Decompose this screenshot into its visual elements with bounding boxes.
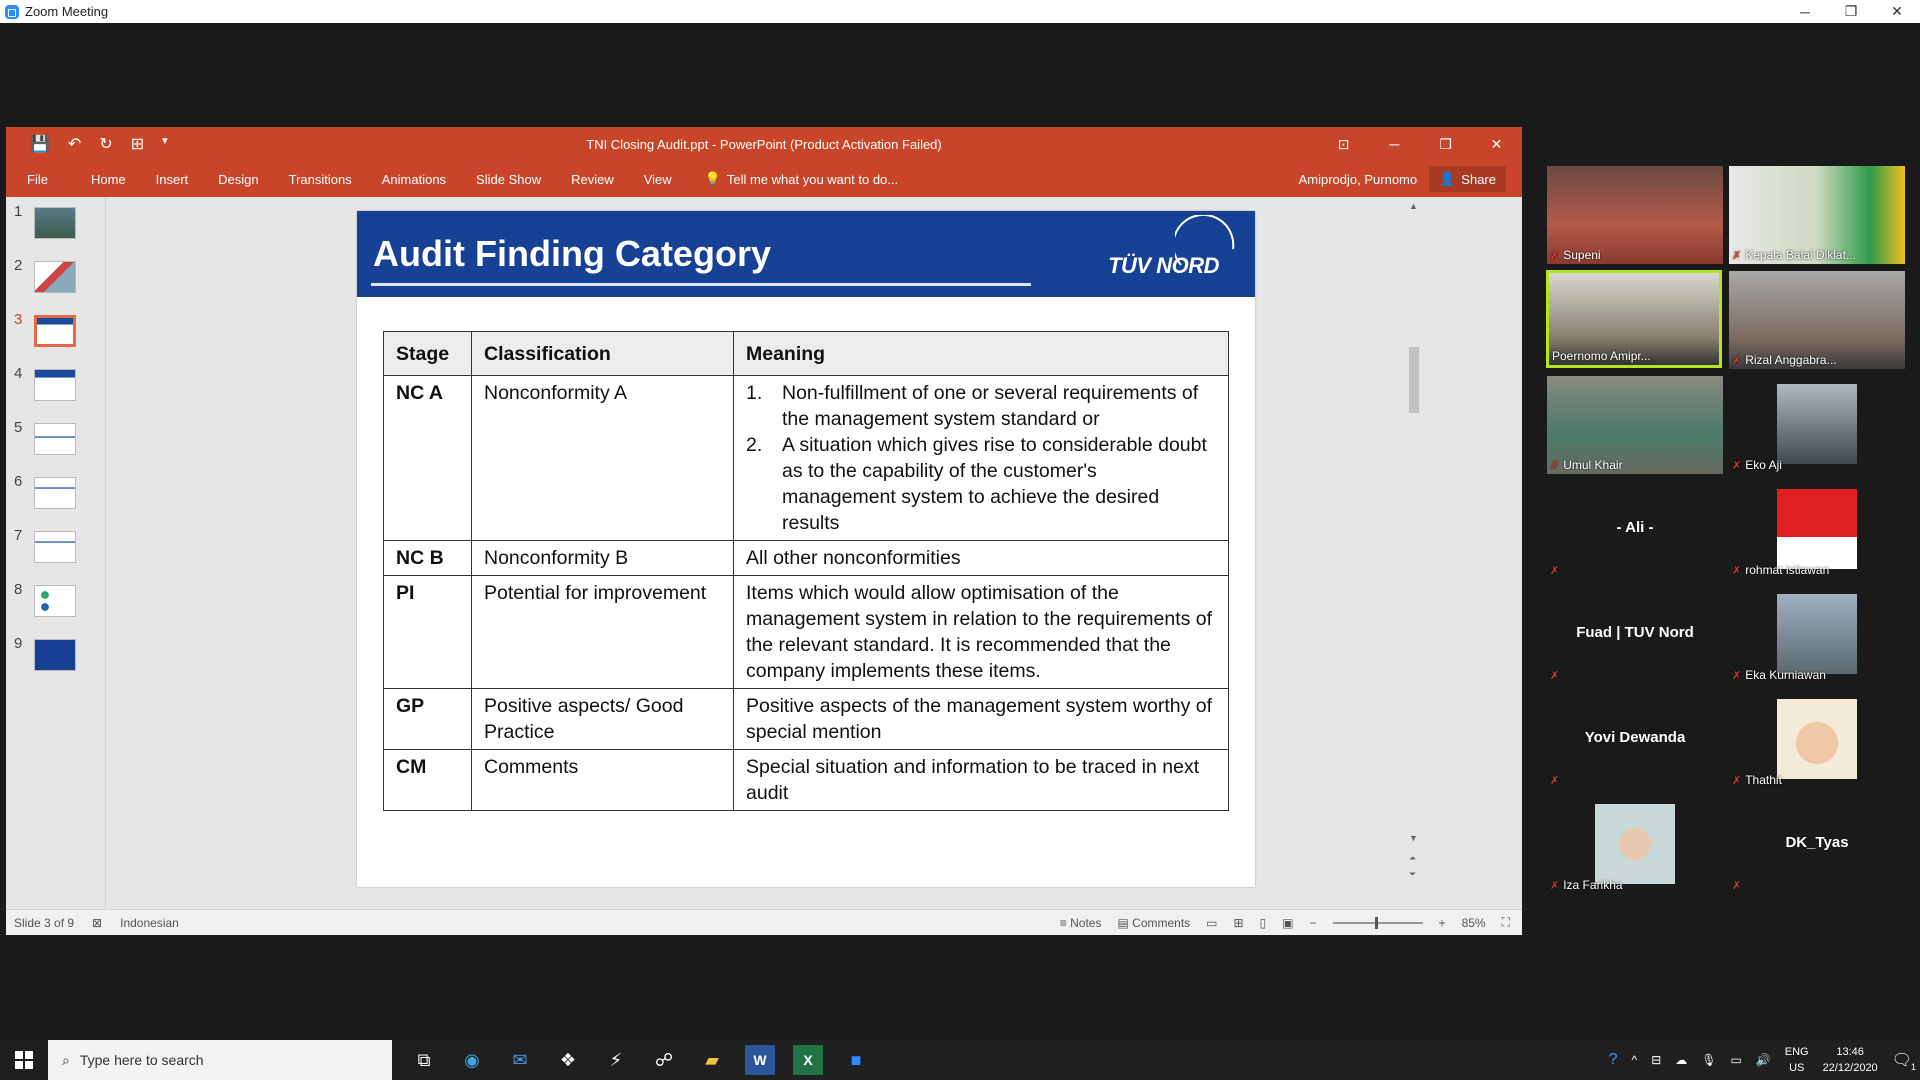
windows-taskbar	[0, 1040, 1920, 1080]
thumb-number: 4	[14, 365, 23, 382]
mail-icon[interactable]: ✉	[512, 1049, 528, 1070]
muted-mic-icon: ✗	[1732, 459, 1742, 472]
participant-tile[interactable]	[1547, 796, 1723, 894]
windows-logo-icon	[15, 1051, 33, 1069]
participant-mic-status	[1550, 669, 1559, 682]
tab-home[interactable]: Home	[90, 171, 126, 187]
table-row	[384, 750, 1229, 811]
list-text: Non-fulfillment of one or several requirements of the management system standard or	[782, 382, 1199, 430]
profile-picture	[1777, 594, 1857, 674]
thumb-preview	[34, 261, 76, 293]
thumb-number: 8	[14, 581, 23, 598]
classification-cell: Potential for improvement	[472, 576, 734, 689]
participant-mic-status	[1550, 564, 1559, 577]
region-code: US	[1789, 1062, 1805, 1074]
zoom-slider[interactable]	[1333, 922, 1423, 924]
table-row	[384, 376, 1229, 541]
clock-time: 13:46	[1836, 1046, 1864, 1058]
network-icon[interactable]: ▭	[1730, 1053, 1742, 1067]
participant-tile[interactable]	[1729, 376, 1905, 474]
thumb-preview	[34, 477, 76, 509]
participant-display-name: - Ali -	[1616, 519, 1654, 536]
participant-display-name: Yovi Dewanda	[1584, 729, 1686, 746]
meaning-list-item	[746, 380, 1216, 432]
participant-name: ✗ Kepala Balai Diklat...	[1732, 248, 1856, 262]
customize-toolbar-icon[interactable]: ▾	[162, 135, 168, 147]
classification-cell: Nonconformity B	[472, 541, 734, 576]
zoom-window-title: Zoom Meeting	[25, 4, 109, 19]
ppt-restore-button[interactable]: ❐	[1439, 135, 1452, 152]
dropbox-icon[interactable]: ❖	[559, 1049, 577, 1070]
save-icon[interactable]: 💾	[30, 136, 50, 153]
thumb-number: 5	[14, 419, 23, 436]
lightbulb-icon: 💡	[704, 171, 721, 186]
ppt-minimize-button[interactable]: ─	[1389, 136, 1400, 152]
column-header: Meaning	[734, 332, 1229, 376]
list-text: A situation which gives rise to considerable doubt as to the capability of the customer's management system to achieve the desired results	[782, 434, 1207, 534]
muted-mic-icon: ✗	[1732, 880, 1742, 892]
meaning-cell: Items which would allow optimisation of the management system in relation to the requirements of the relevant standard. It is recommended that the company implements these items.	[734, 576, 1229, 689]
microphone-icon[interactable]: 🎙	[1701, 1053, 1717, 1067]
share-button[interactable]	[1429, 166, 1506, 192]
tab-file[interactable]: File	[27, 171, 48, 187]
ribbon-tabs	[6, 161, 1522, 197]
notification-center[interactable]: 🗨 1	[1891, 1052, 1916, 1072]
participant-name: ✗ rohmat istiawan	[1732, 563, 1830, 577]
slide-thumbnail-selected[interactable]	[14, 309, 94, 351]
taskbar-search-box[interactable]	[48, 1040, 392, 1080]
lang-code: ENG	[1784, 1046, 1809, 1058]
thumb-preview	[34, 423, 76, 455]
comments-button[interactable]: ▤ Comments	[1117, 915, 1191, 930]
participant-name: ✗ Iza Farikha	[1550, 878, 1623, 892]
participant-mic-status	[1732, 879, 1741, 892]
muted-mic-icon: ✗	[1550, 775, 1560, 787]
slide-thumbnail[interactable]	[14, 633, 94, 675]
comments-label: Comments	[1132, 915, 1191, 930]
column-header: Classification	[472, 332, 734, 376]
column-header: Stage	[384, 332, 472, 376]
participant-tile[interactable]	[1547, 691, 1723, 789]
meaning-list-item	[746, 432, 1216, 536]
clock-date: 22/12/2020	[1822, 1062, 1878, 1074]
file-explorer-icon[interactable]: ▰	[705, 1049, 719, 1070]
meaning-cell	[734, 376, 1229, 541]
thumb-number: 2	[14, 257, 23, 274]
list-number: 1.	[746, 382, 763, 404]
search-icon: ⌕	[62, 1051, 70, 1068]
spelling-check-icon[interactable]: ⊠	[92, 915, 103, 930]
start-button[interactable]	[0, 1040, 48, 1080]
slide-thumbnail[interactable]	[14, 525, 94, 567]
thumb-number: 9	[14, 635, 23, 652]
slide-thumbnail[interactable]	[14, 471, 94, 513]
device-icon[interactable]: ⊟	[1651, 1053, 1662, 1067]
zoom-out-icon[interactable]: −	[1309, 915, 1317, 930]
muted-mic-icon: ✗	[1732, 354, 1742, 367]
search-placeholder: Type here to search	[79, 1052, 204, 1068]
share-label: Share	[1461, 171, 1496, 187]
scroll-down-icon[interactable]: ▼	[1409, 833, 1418, 843]
muted-mic-icon: ✗	[1732, 774, 1742, 787]
quick-access-toolbar	[6, 134, 168, 154]
tab-animations[interactable]: Animations	[381, 171, 447, 187]
powerpoint-window	[6, 127, 1522, 935]
next-slide-icon[interactable]: ⏷	[1409, 869, 1417, 879]
meaning-cell: Special situation and information to be traced in next audit	[734, 750, 1229, 811]
reading-view-icon[interactable]: ▯	[1259, 915, 1267, 930]
classification-cell: Positive aspects/ Good Practice	[472, 689, 734, 750]
slide-sorter-icon[interactable]: ⊞	[1233, 915, 1244, 930]
excel-icon[interactable]: X	[793, 1045, 823, 1075]
pinned-apps	[400, 1040, 880, 1080]
tell-me-text: Tell me what you want to do...	[726, 171, 899, 187]
slide-thumbnail[interactable]	[14, 255, 94, 297]
slide-thumbnail[interactable]	[14, 417, 94, 459]
muted-mic-icon: ✗	[1550, 249, 1560, 262]
tab-transitions[interactable]: Transitions	[288, 171, 352, 187]
participant-name: ✗ Umul Khair	[1550, 458, 1623, 472]
tab-view[interactable]: View	[643, 171, 672, 187]
slide-header	[357, 211, 1255, 297]
profile-picture	[1777, 489, 1857, 569]
slide-counter: Slide 3 of 9	[14, 915, 75, 930]
ppt-workspace	[6, 197, 1522, 909]
stage-cell: CM	[384, 750, 472, 811]
task-view-icon[interactable]: ⧉	[417, 1049, 431, 1070]
document-title: TNI Closing Audit.ppt - PowerPoint (Product Activation Failed)	[586, 136, 942, 152]
participant-tile[interactable]	[1547, 376, 1723, 474]
classification-cell: Comments	[472, 750, 734, 811]
muted-mic-icon: ✗	[1732, 669, 1742, 682]
zoom-titlebar	[0, 0, 1920, 23]
muted-mic-icon: ✗	[1550, 565, 1560, 577]
ppt-status-bar	[6, 909, 1522, 935]
tuv-nord-logo: TÜV NORD	[1108, 253, 1219, 278]
clock[interactable]	[1823, 1044, 1878, 1076]
profile-picture	[1595, 804, 1675, 884]
table-row	[384, 576, 1229, 689]
language-indicator[interactable]: Indonesian	[120, 915, 179, 930]
zoom-restore-button[interactable]: ❐	[1844, 3, 1858, 19]
stage-cell: PI	[384, 576, 472, 689]
ribbon-display-options-icon[interactable]: ⊡	[1337, 135, 1350, 152]
word-icon[interactable]: W	[745, 1045, 775, 1075]
notification-count: 1	[1910, 1062, 1916, 1072]
input-language[interactable]	[1785, 1044, 1809, 1076]
stage-cell: GP	[384, 689, 472, 750]
zoom-close-button[interactable]: ✕	[1891, 3, 1903, 19]
notes-button[interactable]: ≡ Notes	[1059, 915, 1102, 930]
participant-mic-status	[1550, 774, 1559, 787]
start-from-beginning-icon[interactable]: ⊞	[130, 136, 145, 153]
thumb-preview	[34, 531, 76, 563]
title-underline	[371, 283, 1031, 286]
show-hidden-icons[interactable]: ^	[1631, 1053, 1638, 1067]
zoom-logo-icon	[5, 5, 19, 19]
muted-mic-icon: ✗	[1732, 249, 1742, 262]
participant-name: Poernomo Amipr...	[1552, 349, 1651, 363]
table-row	[384, 541, 1229, 576]
fit-slide-icon[interactable]: ⛶	[1501, 915, 1510, 929]
ppt-close-button[interactable]: ✕	[1490, 135, 1503, 152]
participant-name: ✗ Thathit	[1732, 773, 1782, 787]
participant-tile[interactable]	[1729, 586, 1905, 684]
muted-mic-icon: ✗	[1550, 459, 1560, 472]
previous-slide-icon[interactable]: ⏶	[1409, 853, 1417, 863]
help-icon[interactable]: ?	[1608, 1051, 1618, 1068]
person-icon: 👤	[1439, 171, 1456, 186]
vertical-scrollbar[interactable]	[1406, 197, 1422, 909]
stage-cell: NC A	[384, 376, 472, 541]
slide-thumbnail[interactable]	[14, 363, 94, 405]
normal-view-icon[interactable]: ▭	[1206, 915, 1218, 930]
muted-mic-icon: ✗	[1550, 879, 1560, 892]
participant-tile[interactable]	[1729, 691, 1905, 789]
slide-title: Audit Finding Category	[373, 233, 771, 274]
thumb-number: 1	[14, 203, 23, 220]
profile-picture	[1777, 384, 1857, 464]
tab-design[interactable]: Design	[218, 171, 259, 187]
ppt-titlebar	[6, 127, 1522, 161]
table-header-row	[384, 332, 1229, 376]
participant-name: ✗ Rizal Anggabra...	[1732, 353, 1837, 367]
signed-in-user[interactable]: Amiprodjo, Purnomo	[1298, 171, 1418, 187]
thumb-number: 3	[14, 311, 23, 328]
stage-cell: NC B	[384, 541, 472, 576]
thumb-preview	[34, 315, 76, 347]
participant-display-name: DK_Tyas	[1785, 834, 1849, 851]
current-slide[interactable]	[357, 211, 1255, 887]
volume-icon[interactable]: 🔊	[1755, 1053, 1771, 1067]
slide-thumbnail-pane	[6, 197, 106, 909]
participant-tile[interactable]	[1729, 166, 1905, 264]
thumb-preview	[34, 369, 76, 401]
participant-tile[interactable]	[1729, 796, 1905, 894]
scroll-up-icon[interactable]: ▲	[1409, 201, 1418, 211]
participant-tile[interactable]	[1729, 481, 1905, 579]
audit-finding-table	[383, 331, 1229, 811]
table-row	[384, 689, 1229, 750]
participant-name: ✗ Supeni	[1550, 248, 1601, 262]
zoom-in-icon[interactable]: +	[1438, 915, 1446, 930]
system-tray	[1608, 1040, 1916, 1080]
profile-picture	[1777, 699, 1857, 779]
notes-label: Notes	[1070, 915, 1102, 930]
muted-mic-icon: ✗	[1732, 564, 1742, 577]
zoom-level[interactable]: 85%	[1461, 915, 1486, 930]
participant-tile[interactable]	[1729, 271, 1905, 369]
scroll-thumb[interactable]	[1409, 347, 1419, 413]
muted-mic-icon: ✗	[1550, 670, 1560, 682]
thumb-preview	[34, 585, 76, 617]
zoom-taskbar-icon[interactable]: ■	[850, 1049, 862, 1070]
participant-name: ✗ Eka Kurniawan	[1732, 668, 1826, 682]
slide-thumbnail[interactable]	[14, 201, 94, 243]
participant-tile[interactable]	[1547, 586, 1723, 684]
thumb-number: 6	[14, 473, 23, 490]
thumb-preview	[34, 207, 76, 239]
thumb-number: 7	[14, 527, 23, 544]
onedrive-icon[interactable]: ☁	[1675, 1053, 1688, 1067]
participant-tile[interactable]	[1547, 166, 1723, 264]
redo-icon[interactable]: ↻	[99, 136, 113, 153]
classification-cell: Nonconformity A	[472, 376, 734, 541]
tab-insert[interactable]: Insert	[155, 171, 189, 187]
thumb-preview	[34, 639, 76, 671]
slide-show-icon[interactable]: ▣	[1282, 915, 1294, 930]
undo-icon[interactable]: ↶	[67, 136, 82, 153]
slide-thumbnail[interactable]	[14, 579, 94, 621]
app-icon[interactable]: ⚡	[609, 1049, 623, 1070]
list-number: 2.	[746, 434, 763, 456]
slide-editing-area	[107, 197, 1507, 909]
participant-tile-active-speaker[interactable]	[1546, 270, 1722, 368]
participant-display-name: Fuad | TUV Nord	[1576, 624, 1694, 641]
tell-me-box[interactable]	[705, 171, 898, 187]
tab-slide-show[interactable]: Slide Show	[476, 171, 542, 187]
tab-review[interactable]: Review	[571, 171, 614, 187]
participant-tile[interactable]	[1547, 481, 1723, 579]
network-app-icon[interactable]: ☍	[654, 1049, 674, 1070]
meaning-cell: All other nonconformities	[734, 541, 1229, 576]
edge-browser-icon[interactable]: ◉	[464, 1049, 480, 1070]
zoom-minimize-button[interactable]: ─	[1800, 3, 1810, 20]
meaning-cell: Positive aspects of the management system worthy of special mention	[734, 689, 1229, 750]
participant-name: ✗ Eko Aji	[1732, 458, 1782, 472]
